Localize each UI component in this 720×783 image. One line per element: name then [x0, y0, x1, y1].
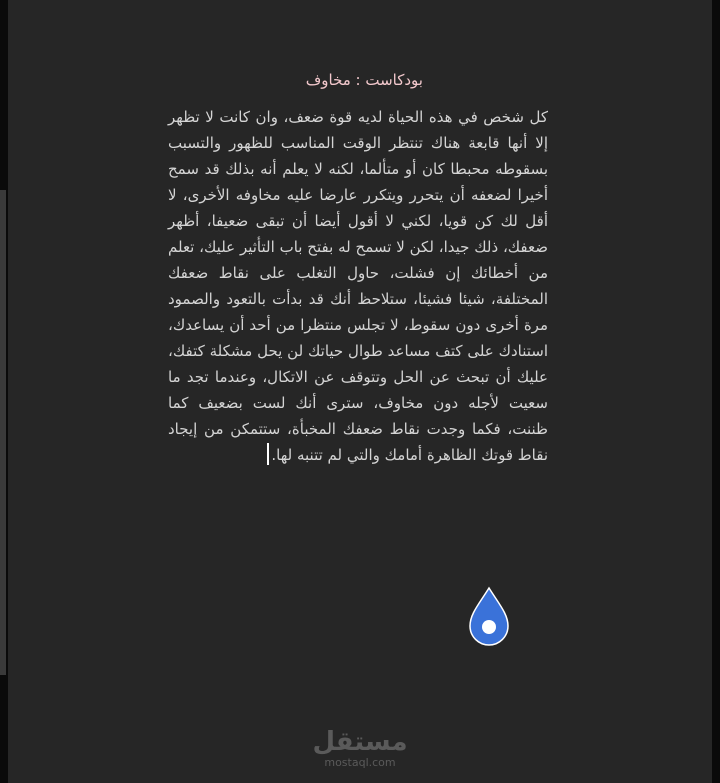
note-body-editor[interactable] [168, 104, 548, 468]
note-title: بودكاست : مخاوف [305, 71, 423, 89]
text-caret [267, 443, 269, 465]
text-cursor-handle-icon [468, 586, 510, 650]
watermark-logo: مستقل [312, 727, 408, 757]
watermark [300, 727, 420, 769]
text-cursor-handle[interactable] [468, 586, 510, 650]
note-body-text: كل شخص في هذه الحياة لديه قوة ضعف، وان كانت لا تظهر إلا أنها قابعة هناك تنتظر الوقت المناسب للظهور والتسبب بسقوطه محبطا كان أو متألما، لكنه لا يعلم أنه بذلك قد سمح أخيرا لضعفه أن يتحرر ويتكرر عارضا عليه مخاوفه الأخرى، لا أقل لك كن قويا، لكني لا أقول أيضا أن تبقى ضعيفا، أظهر ضعفك، ذلك جيدا، لكن لا تسمح له بفتح باب التأثير عليك، تعلم من أخطائك إن فشلت، حاول التغلب على نقاط ضعفك المختلفة، شيئا فشيئا، ستلاحظ أنك قد بدأت بالتعود والصمود مرة أخرى دون سقوط، لا تجلس منتظرا من أحد أن يساعدك، استنادك على كتف مساعد طوال حياتك لن يحل مشكلة كتفك، عليك أن تبحث عن الحل وتتوقف عن الاتكال، وعندما تجد ما سعيت لأجله دون مخاوف، سترى أنك لست بضعيف كما ظننت، فكما وجدت نقاط ضعفك المخبأة، ستتمكن من إيجاد نقاط قوتك الظاهرة أمامك والتي لم تتنبه لها. [168, 108, 548, 464]
left-edge-strip [0, 190, 6, 675]
watermark-url: mostaql.com [324, 756, 396, 769]
